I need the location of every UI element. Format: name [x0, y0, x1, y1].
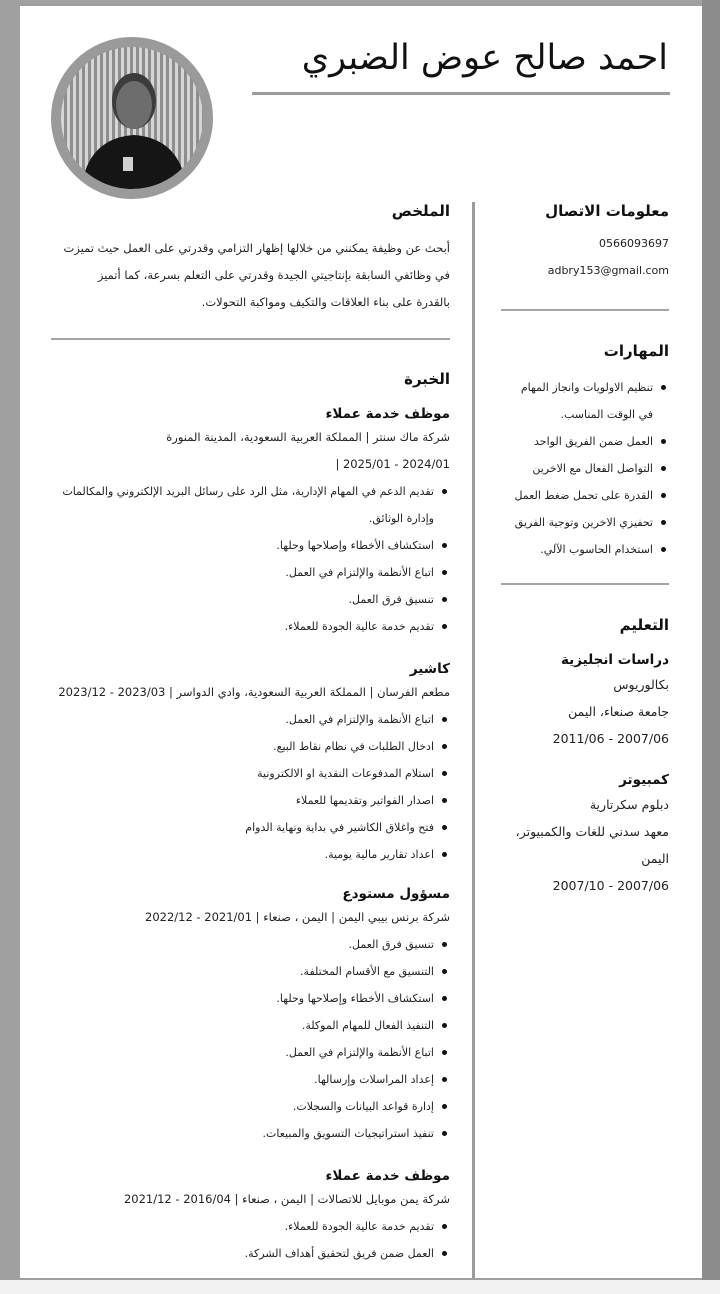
profile-photo — [51, 37, 213, 199]
contact-title: معلومات الاتصال — [545, 202, 669, 220]
job-task: العمل ضمن فريق لتحقيق أهداف الشركة. — [50, 1240, 450, 1267]
education-entry — [504, 772, 669, 899]
job-role: كاشير — [409, 661, 450, 677]
summary-divider — [51, 338, 450, 340]
education-school: معهد سدني للغات والكمبيوتر، اليمن — [515, 824, 669, 866]
job-role: موظف خدمة عملاء — [325, 1168, 450, 1184]
column-divider — [472, 202, 475, 1278]
job-task: تنسيق فرق العمل. — [50, 586, 450, 613]
education-entry — [504, 652, 669, 752]
job-task: اتباع الأنظمة والإلتزام في العمل. — [50, 706, 450, 733]
education-field: دراسات انجليزية — [560, 652, 669, 668]
summary-title: الملخص — [391, 202, 450, 220]
photo-background — [61, 47, 203, 189]
candidate-name: احمد صالح عوض الضبري — [301, 38, 668, 78]
job-task: تنفيذ استراتيجيات التسويق والمبيعات. — [50, 1120, 450, 1147]
job-task: التنسيق مع الأقسام المختلفة. — [50, 958, 450, 985]
job-company: شركة برنس بيبي اليمن | اليمن ، صنعاء | 2021/01 - 2022/12 — [145, 910, 450, 924]
education-title: التعليم — [619, 616, 669, 634]
job-task: فتح واغلاق الكاشير في بداية ونهاية الدوام — [50, 814, 450, 841]
job-company: شركة ماك سنتر | المملكة العربية السعودية، المدينة المنورة — [166, 430, 450, 444]
job-task: تنسيق فرق العمل. — [50, 931, 450, 958]
contact-divider — [501, 309, 669, 311]
job-entry — [50, 886, 450, 1147]
summary-line: بالقدرة على بناء العلاقات والتكيف ومواكبة التحولات. — [201, 295, 450, 309]
contact-phone[interactable]: 0566093697 — [599, 237, 669, 250]
job-task: إدارة قواعد البيانات والسجلات. — [50, 1093, 450, 1120]
skills-title: المهارات — [603, 342, 669, 360]
education-dates: 2007/06 - 2011/06 — [552, 731, 669, 746]
job-task: تقديم خدمة عالية الجودة للعملاء. — [50, 1213, 450, 1240]
education-school: جامعة صنعاء، اليمن — [568, 704, 669, 719]
job-task: التنفيذ الفعال للمهام الموكلة. — [50, 1012, 450, 1039]
skill-item: استخدام الحاسوب الآلي. — [504, 536, 669, 563]
skill-item: التواصل الفعال مع الاخرين — [504, 455, 669, 482]
job-task: استكشاف الأخطاء وإصلاحها وحلها. — [50, 985, 450, 1012]
job-task: تقديم الدعم في المهام الإدارية، مثل الرد على رسائل البريد الإلكتروني والمكالمات وإدارة الوثائق. — [50, 478, 450, 532]
resume-page — [20, 6, 702, 1278]
job-entry — [50, 1168, 450, 1267]
contact-email[interactable]: adbry153@gmail.com — [547, 264, 669, 277]
job-task: ادخال الطلبات في نظام نقاط البيع. — [50, 733, 450, 760]
person-silhouette-icon — [61, 47, 203, 189]
education-degree: بكالوريوس — [613, 677, 669, 692]
skill-item: القدرة على تحمل ضغط العمل — [504, 482, 669, 509]
skill-item: تنظيم الاولويات وانجاز المهام في الوقت المناسب. — [504, 374, 669, 428]
job-task: إعداد المراسلات وإرسالها. — [50, 1066, 450, 1093]
job-task: تقديم خدمة عالية الجودة للعملاء. — [50, 613, 450, 640]
experience-title: الخبرة — [404, 370, 450, 388]
job-task: استلام المدفوعات النقدية او الالكترونية — [50, 760, 450, 787]
job-task: استكشاف الأخطاء وإصلاحها وحلها. — [50, 532, 450, 559]
job-task: اتباع الأنظمة والإلتزام في العمل. — [50, 559, 450, 586]
job-task: اعداد تقارير مالية يومية. — [50, 841, 450, 868]
job-task: اصدار الفواتير وتقديمها للعملاء — [50, 787, 450, 814]
job-task: اتباع الأنظمة والإلتزام في العمل. — [50, 1039, 450, 1066]
summary-text — [50, 235, 450, 316]
skill-item: العمل ضمن الفريق الواحد — [504, 428, 669, 455]
job-role: موظف خدمة عملاء — [325, 406, 450, 422]
viewer-edge — [702, 0, 720, 1294]
job-company: شركة يمن موبايل للاتصالات | اليمن ، صنعاء | 2016/04 - 2021/12 — [123, 1192, 450, 1206]
job-company: مطعم الفرسان | المملكة العربية السعودية، وادي الدواسر | 2023/03 - 2023/12 — [58, 685, 450, 699]
job-entry — [50, 661, 450, 868]
name-underline — [252, 92, 670, 95]
skills-list — [504, 374, 669, 563]
education-degree: دبلوم سكرتارية — [589, 797, 669, 812]
job-dates: 2024/01 - 2025/01 | — [335, 457, 450, 471]
skills-divider — [501, 583, 669, 585]
job-role: مسؤول مستودع — [342, 886, 450, 902]
summary-line: في وظائفي السابقة بإنتاجيتي الجيدة وقدرتي على التعلم بسرعة، كما أتميز — [97, 268, 450, 282]
education-field: كمبيوتر — [619, 772, 669, 788]
job-entry — [50, 406, 450, 640]
skill-item: تحفيزي الاخرين وتوجية الفريق — [504, 509, 669, 536]
viewer-bottom-bar — [0, 1280, 720, 1294]
summary-line: أبحث عن وظيفة يمكنني من خلالها إظهار التزامي وقدرتي على العمل حيث تميزت — [63, 241, 450, 255]
education-dates: 2007/06 - 2007/10 — [552, 878, 669, 893]
